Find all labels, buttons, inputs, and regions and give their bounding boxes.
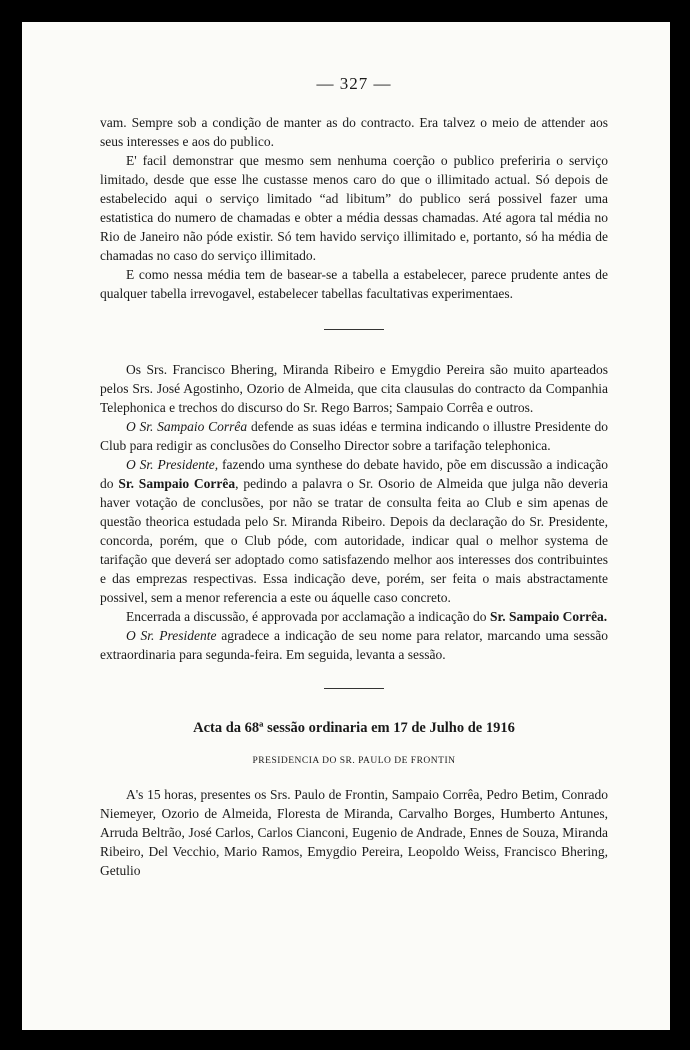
paragraph: O Sr. Sampaio Corrêa defende as suas idéas e termina indicando o illustre Presidente do Club para redigir as conclusões do Conselho Director sobre a tarifação telephonica. — [100, 419, 608, 453]
paragraph: O Sr. Presidente, fazendo uma synthese do debate havido, põe em discussão a indicação do Sr. Sampaio Corrêa, pedindo a palavra o Sr. Osorio de Almeida que julga não deveria haver votação de conclusões, por não se tratar de consulta feita ao Club e sim apenas de questão theorica estudada pelo Sr. Miranda Ribeiro. Depois da declaração do Sr. Presidente, concorda, porém, que o Club póde, com autoridade, indicar qual o melhor systema de tarifação que deverá ser adoptado como satisfazendo melhor aos interesses dos contribuintes e das emprezas respectivas. Essa indicação deve, porém, ser feita o mais abstractamente possivel, sem a menor referencia a este ou áquelle caso concreto. — [100, 457, 609, 605]
paragraph: O Sr. Presidente agradece a indicação de seu nome para relator, marcando uma sessão extraordinaria para segunda-feira. Em seguida, levanta a sessão. — [100, 628, 608, 662]
paragraph: Encerrada a discussão, é approvada por acclamação a indicação do Sr. Sampaio Corrêa. — [126, 609, 608, 624]
speaker-name: O Sr. Presidente — [126, 628, 217, 643]
presidencia-heading: PRESIDENCIA DO SR. PAULO DE FRONTIN — [252, 756, 456, 766]
document-page — [22, 22, 670, 1030]
section-divider — [324, 688, 384, 689]
paragraph: E' facil demonstrar que mesmo sem nenhuma coerção o publico preferiria o serviço limitado, desde que esse lhe custasse menos caro do que o illimitado actual. Só depois de estabelecido aqui o serviço limitado “ad libitum” do publico será possivel fazer uma estatistica do numero de chamadas e obter a média dessas chamadas. Até agora tal média no Rio de Janeiro não póde existir. Só tem havido serviço illimitado e, portanto, só ha média de chamadas no caso do serviço illimitado. — [100, 153, 608, 263]
page-content — [100, 74, 608, 880]
section-divider — [324, 329, 384, 330]
speaker-name: O Sr. Presidente, — [126, 457, 219, 472]
paragraph: E como nessa média tem de basear-se a tabella a estabelecer, parece prudente antes de qualquer tabella irrevogavel, estabelecer tabellas facultativas experimentaes. — [100, 267, 608, 301]
paragraph: A's 15 horas, presentes os Srs. Paulo de Frontin, Sampaio Corrêa, Pedro Betim, Conrado Niemeyer, Ozorio de Almeida, Floresta de Miranda, Carvalho Borges, Humberto Antunes, Arruda Beltrão, José Carlos, Carlos Cianconi, Eugenio de Andrade, Ennes de Souza, Miranda Ribeiro, Del Vecchio, Mario Ramos, Emygdio Pereira, Leopoldo Weiss, Francisco Bhering, Getulio — [100, 787, 608, 878]
paragraph: Os Srs. Francisco Bhering, Miranda Ribeiro e Emygdio Pereira são muito aparteados pelos Srs. José Agostinho, Ozorio de Almeida, que cita clausulas do contracto da Companhia Telephonica e trechos do discurso do Sr. Rego Barros; Sampaio Corrêa e outros. — [100, 362, 608, 415]
speaker-name: O Sr. Sampaio Corrêa — [126, 419, 248, 434]
paragraph: vam. Sempre sob a condição de manter as do contracto. Era talvez o meio de attender aos seus interesses e aos do publico. — [100, 115, 608, 149]
acta-title: Acta da 68ª sessão ordinaria em 17 de Julho de 1916 — [193, 720, 515, 736]
page-number: — 327 — — [316, 74, 392, 93]
